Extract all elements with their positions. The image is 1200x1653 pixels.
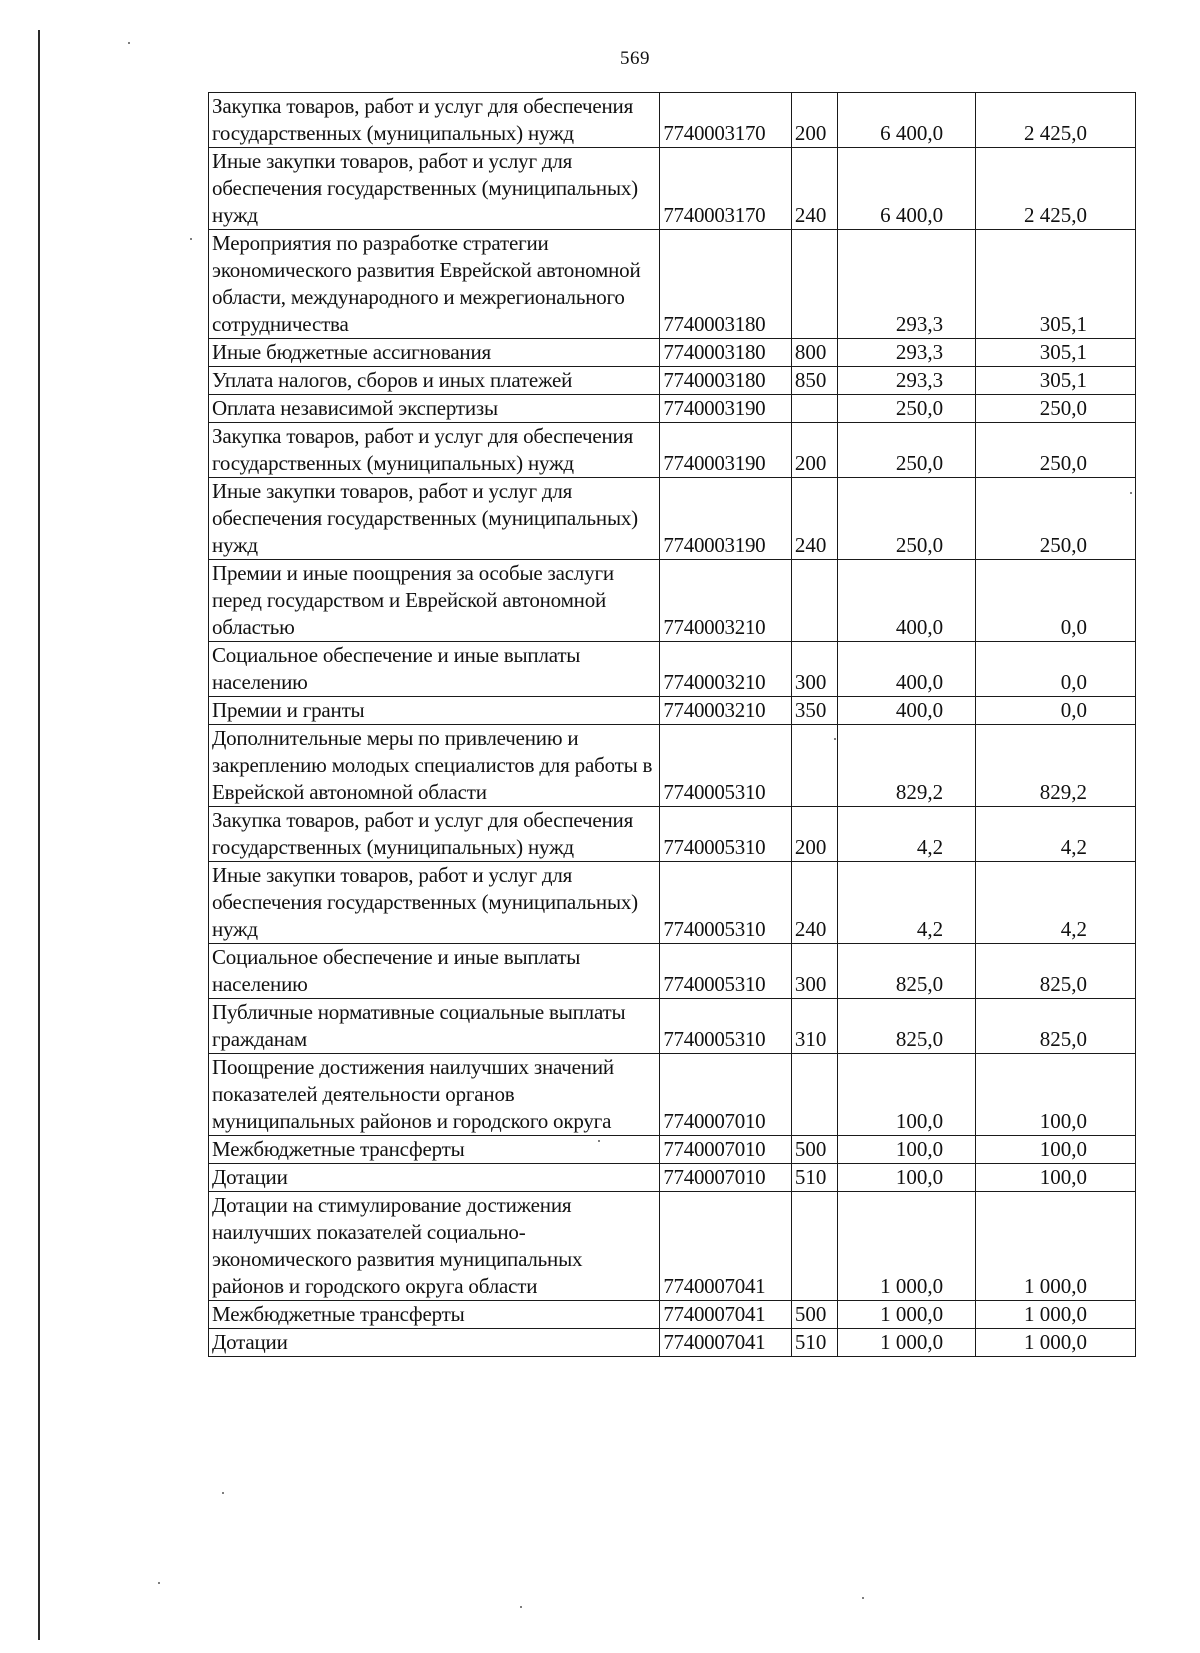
row-amount-cell: 100,0 (976, 1136, 1136, 1164)
row-amount-cell: 825,0 (976, 944, 1136, 999)
row-expense-type-cell: 500 (791, 1136, 838, 1164)
row-amount-cell: 4,2 (838, 807, 976, 862)
table-row (209, 148, 1136, 230)
row-amount-cell: 6 400,0 (838, 93, 976, 148)
row-name-cell: Оплата независимой экспертизы (209, 395, 660, 423)
row-amount-cell: 100,0 (838, 1164, 976, 1192)
budget-table-body (209, 93, 1136, 1357)
row-amount-cell: 400,0 (838, 642, 976, 697)
table-row (209, 807, 1136, 862)
table-row (209, 1054, 1136, 1136)
row-amount-cell: 305,1 (976, 230, 1136, 339)
row-amount-cell: 1 000,0 (976, 1329, 1136, 1357)
row-code-cell: 7740003180 (660, 339, 792, 367)
row-amount-cell: 4,2 (976, 807, 1136, 862)
row-amount-cell: 293,3 (838, 230, 976, 339)
row-code-cell: 7740007010 (660, 1054, 792, 1136)
row-expense-type-cell: 200 (791, 807, 838, 862)
page-number: 569 (620, 48, 650, 69)
table-row (209, 1136, 1136, 1164)
row-amount-cell: 305,1 (976, 367, 1136, 395)
row-name-cell: Поощрение достижения наилучших значений показателей деятельности органов муниципальных районов и городского округа (209, 1054, 660, 1136)
row-amount-cell: 1 000,0 (838, 1329, 976, 1357)
row-expense-type-cell: 200 (791, 93, 838, 148)
row-amount-cell: 825,0 (838, 999, 976, 1054)
scan-speck (128, 42, 130, 44)
row-expense-type-cell (791, 1192, 838, 1301)
budget-table (208, 92, 1136, 1357)
row-name-cell: Социальное обеспечение и иные выплаты населению (209, 944, 660, 999)
row-code-cell: 7740003190 (660, 478, 792, 560)
row-amount-cell: 250,0 (976, 423, 1136, 478)
row-amount-cell: 829,2 (838, 725, 976, 807)
row-expense-type-cell (791, 560, 838, 642)
row-amount-cell: 6 400,0 (838, 148, 976, 230)
row-amount-cell: 825,0 (838, 944, 976, 999)
row-amount-cell: 305,1 (976, 339, 1136, 367)
row-expense-type-cell: 300 (791, 642, 838, 697)
table-row (209, 944, 1136, 999)
row-code-cell: 7740007041 (660, 1301, 792, 1329)
row-code-cell: 7740003170 (660, 148, 792, 230)
row-code-cell: 7740003170 (660, 93, 792, 148)
row-expense-type-cell: 510 (791, 1164, 838, 1192)
table-row (209, 697, 1136, 725)
row-code-cell: 7740005310 (660, 862, 792, 944)
table-row (209, 423, 1136, 478)
row-name-cell: Межбюджетные трансферты (209, 1136, 660, 1164)
row-expense-type-cell: 300 (791, 944, 838, 999)
row-expense-type-cell (791, 395, 838, 423)
table-row (209, 725, 1136, 807)
row-code-cell: 7740003210 (660, 697, 792, 725)
row-expense-type-cell (791, 230, 838, 339)
row-expense-type-cell: 500 (791, 1301, 838, 1329)
row-amount-cell: 0,0 (976, 642, 1136, 697)
row-name-cell: Премии и гранты (209, 697, 660, 725)
row-name-cell: Иные закупки товаров, работ и услуг для обеспечения государственных (муниципальных) нужд (209, 148, 660, 230)
row-expense-type-cell (791, 1054, 838, 1136)
table-row (209, 1329, 1136, 1357)
row-amount-cell: 400,0 (838, 697, 976, 725)
scan-speck (520, 1606, 522, 1608)
row-expense-type-cell: 350 (791, 697, 838, 725)
row-code-cell: 7740005310 (660, 807, 792, 862)
row-amount-cell: 1 000,0 (838, 1192, 976, 1301)
row-name-cell: Социальное обеспечение и иные выплаты населению (209, 642, 660, 697)
row-name-cell: Премии и иные поощрения за особые заслуги перед государством и Еврейской автономной областью (209, 560, 660, 642)
row-expense-type-cell: 310 (791, 999, 838, 1054)
table-row (209, 93, 1136, 148)
row-expense-type-cell: 240 (791, 862, 838, 944)
row-name-cell: Иные закупки товаров, работ и услуг для обеспечения государственных (муниципальных) нужд (209, 862, 660, 944)
row-amount-cell: 100,0 (976, 1054, 1136, 1136)
row-code-cell: 7740003180 (660, 367, 792, 395)
table-row (209, 230, 1136, 339)
row-amount-cell: 4,2 (838, 862, 976, 944)
row-name-cell: Мероприятия по разработке стратегии экономического развития Еврейской автономной области, международного и межрегионального сотрудничества (209, 230, 660, 339)
row-amount-cell: 825,0 (976, 999, 1136, 1054)
scan-speck (158, 1582, 160, 1584)
row-expense-type-cell: 200 (791, 423, 838, 478)
row-code-cell: 7740007010 (660, 1136, 792, 1164)
row-code-cell: 7740003210 (660, 642, 792, 697)
table-row (209, 999, 1136, 1054)
row-amount-cell: 400,0 (838, 560, 976, 642)
table-row (209, 339, 1136, 367)
row-amount-cell: 829,2 (976, 725, 1136, 807)
row-amount-cell: 100,0 (838, 1054, 976, 1136)
row-amount-cell: 0,0 (976, 560, 1136, 642)
row-amount-cell: 4,2 (976, 862, 1136, 944)
scan-speck (598, 1140, 600, 1142)
table-row (209, 862, 1136, 944)
row-name-cell: Дотации на стимулирование достижения наилучших показателей социально-экономического развития муниципальных районов и городского округа области (209, 1192, 660, 1301)
row-code-cell: 7740005310 (660, 999, 792, 1054)
row-amount-cell: 1 000,0 (838, 1301, 976, 1329)
row-name-cell: Иные бюджетные ассигнования (209, 339, 660, 367)
row-amount-cell: 2 425,0 (976, 93, 1136, 148)
row-code-cell: 7740007010 (660, 1164, 792, 1192)
row-code-cell: 7740005310 (660, 944, 792, 999)
row-code-cell: 7740007041 (660, 1192, 792, 1301)
row-expense-type-cell: 510 (791, 1329, 838, 1357)
scan-speck (862, 1597, 864, 1599)
row-name-cell: Уплата налогов, сборов и иных платежей (209, 367, 660, 395)
table-row (209, 367, 1136, 395)
row-name-cell: Публичные нормативные социальные выплаты гражданам (209, 999, 660, 1054)
row-name-cell: Закупка товаров, работ и услуг для обеспечения государственных (муниципальных) нужд (209, 807, 660, 862)
table-row (209, 1192, 1136, 1301)
row-name-cell: Дотации (209, 1164, 660, 1192)
row-expense-type-cell: 240 (791, 478, 838, 560)
row-expense-type-cell: 240 (791, 148, 838, 230)
row-amount-cell: 250,0 (976, 478, 1136, 560)
row-expense-type-cell: 800 (791, 339, 838, 367)
table-row (209, 560, 1136, 642)
row-name-cell: Дополнительные меры по привлечению и закреплению молодых специалистов для работы в Еврейской автономной области (209, 725, 660, 807)
row-name-cell: Закупка товаров, работ и услуг для обеспечения государственных (муниципальных) нужд (209, 93, 660, 148)
row-amount-cell: 2 425,0 (976, 148, 1136, 230)
table-row (209, 1164, 1136, 1192)
table-row (209, 478, 1136, 560)
row-name-cell: Закупка товаров, работ и услуг для обеспечения государственных (муниципальных) нужд (209, 423, 660, 478)
scan-speck (190, 238, 192, 240)
row-name-cell: Дотации (209, 1329, 660, 1357)
table-row (209, 395, 1136, 423)
row-code-cell: 7740003210 (660, 560, 792, 642)
row-amount-cell: 1 000,0 (976, 1192, 1136, 1301)
scan-speck (222, 1492, 224, 1494)
scan-speck (834, 738, 836, 740)
row-code-cell: 7740003190 (660, 423, 792, 478)
row-code-cell: 7740005310 (660, 725, 792, 807)
table-row (209, 1301, 1136, 1329)
row-amount-cell: 250,0 (838, 423, 976, 478)
row-code-cell: 7740007041 (660, 1329, 792, 1357)
table-row (209, 642, 1136, 697)
row-amount-cell: 1 000,0 (976, 1301, 1136, 1329)
row-expense-type-cell: 850 (791, 367, 838, 395)
row-amount-cell: 293,3 (838, 339, 976, 367)
row-amount-cell: 0,0 (976, 697, 1136, 725)
scan-speck (1130, 492, 1132, 494)
row-amount-cell: 250,0 (976, 395, 1136, 423)
row-code-cell: 7740003190 (660, 395, 792, 423)
row-expense-type-cell (791, 725, 838, 807)
row-amount-cell: 293,3 (838, 367, 976, 395)
row-amount-cell: 250,0 (838, 478, 976, 560)
row-amount-cell: 100,0 (976, 1164, 1136, 1192)
row-amount-cell: 250,0 (838, 395, 976, 423)
row-name-cell: Иные закупки товаров, работ и услуг для обеспечения государственных (муниципальных) нужд (209, 478, 660, 560)
row-name-cell: Межбюджетные трансферты (209, 1301, 660, 1329)
row-code-cell: 7740003180 (660, 230, 792, 339)
binding-margin-line (38, 30, 40, 1640)
row-amount-cell: 100,0 (838, 1136, 976, 1164)
